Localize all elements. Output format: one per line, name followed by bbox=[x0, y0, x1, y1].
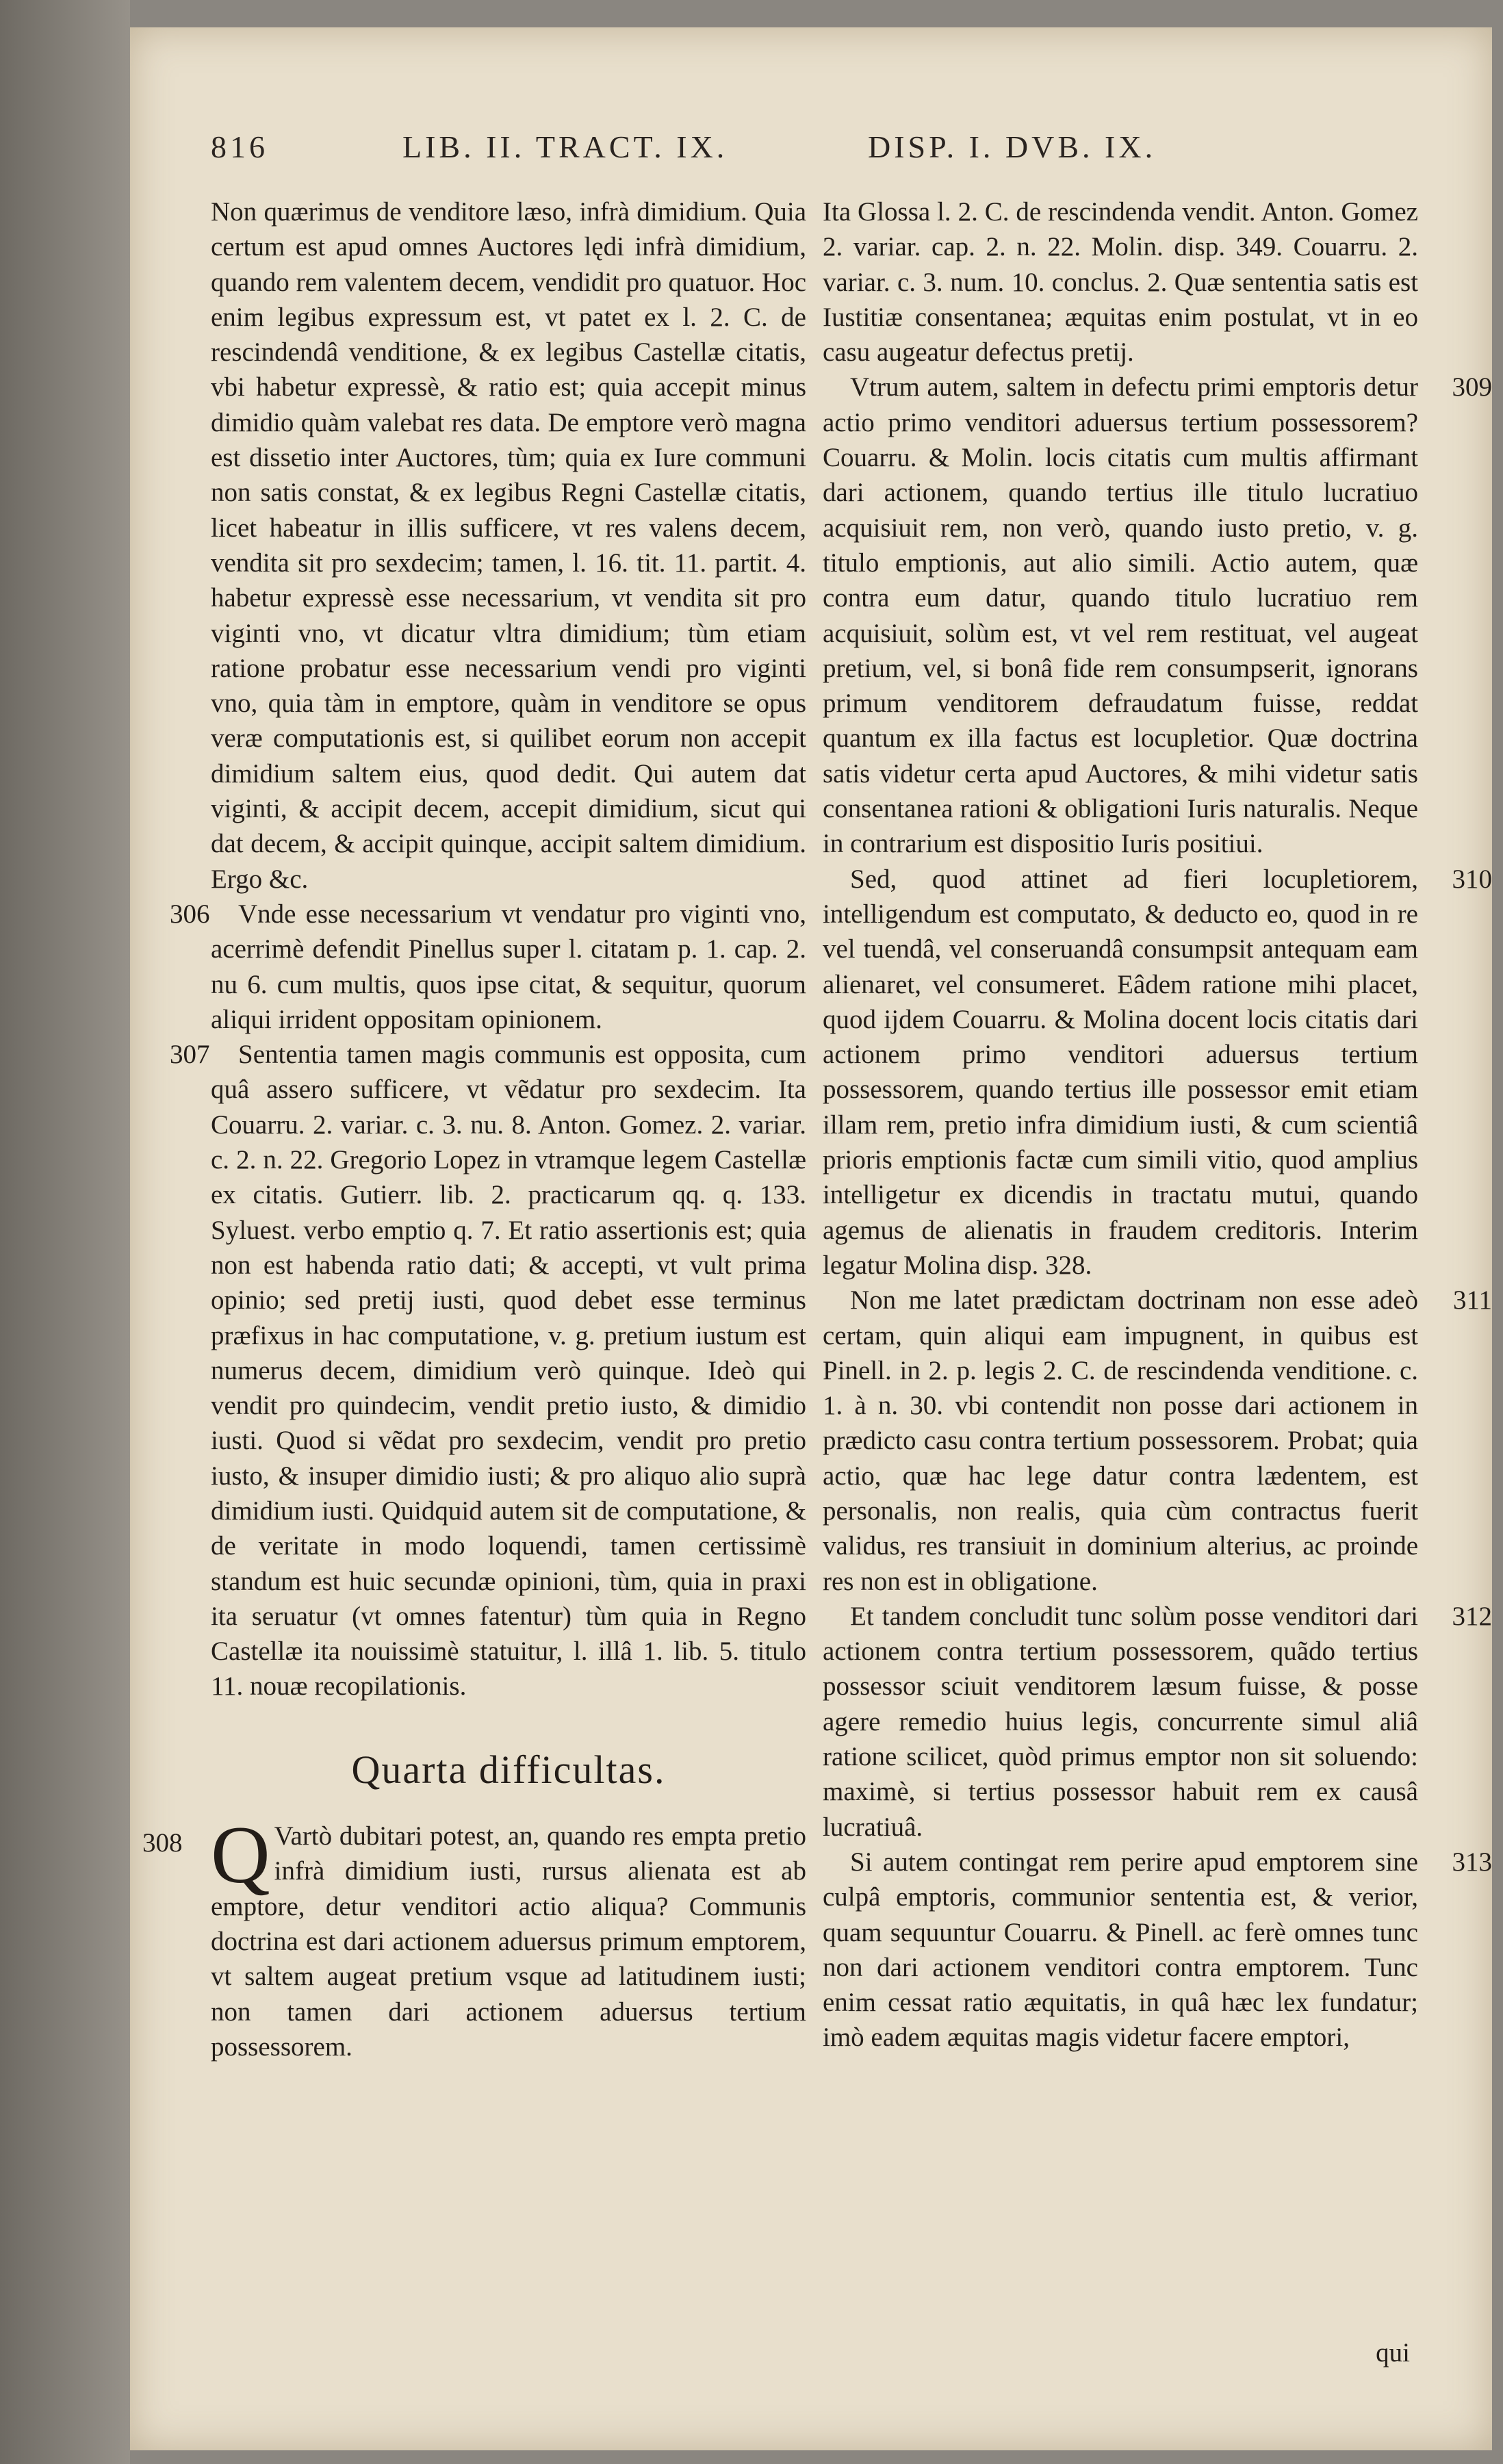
running-title-right: DISP. I. DVB. IX. bbox=[868, 129, 1157, 164]
paragraph-number: 310 bbox=[1452, 864, 1492, 894]
section-heading: Quarta difficultas. bbox=[351, 1747, 666, 1792]
paragraph-text: Sententia tamen magis communis est opposita, cum quâ assero sufficere, vt vẽdatur pro sexdecim. Ita Couarru. 2. variar. c. 3. nu. 8. Anton. Gomez. 2. variar. c. 2. n. 22. Gregorio Lopez in vtramque legem Castellæ ex citatis. Gutierr. lib. 2. practicarum qq. q. 133. Syluest. verbo emptio q. 7. Et ratio assertionis est; quia non est habenda ratio dati; & accepti, vt vult prima opinio; sed pretij iusti, quod debet esse terminus præfixus in hac computatione, v. g. pretium iustum est numerus decem, dimidium verò quinque. Ideò qui vendit pro quindecim, vendit pretio iusto, & dimidio iusti. Quod si vẽdat pro sexdecim, vendit pro pretio iusto, & insuper dimidio iusti; & pro aliquo alio suprà dimidium iusti. Quidquid autem sit de computatione, & de veritate in modo loquendi, tamen certissimè standum est huic secundæ opinioni, tùm, quia in praxi ita seruatur (vt omnes fatentur) tùm quia in Regno Castellæ ita nouissimè statuitur, l. illâ 1. lib. 5. titulo 11. nouæ recopilationis. bbox=[211, 1040, 806, 1702]
page-number: 816 bbox=[211, 129, 268, 164]
left-column bbox=[142, 194, 806, 2064]
paragraph-308 bbox=[142, 1809, 806, 2064]
paragraph-number: 313 bbox=[1452, 1847, 1492, 1877]
paragraph-text: Vartò dubitari potest, an, quando res empta pretio infrà dimidium iusti, rursus alienata est ab emptore, detur venditori actio aliqua? Communis doctrina est dari actionem aduersus primum emptorem, vt saltem augeat pretium vsque ad latitudinem iusti; non tamen dari actionem aduersus tertium possessorem. bbox=[211, 1821, 806, 2062]
paragraph-306 bbox=[170, 897, 806, 1037]
paragraph: Ita Glossa l. 2. C. de rescindenda vendit. Anton. Gomez 2. variar. cap. 2. n. 22. Molin. disp. 349. Couarru. 2. variar. c. 3. num. 10. conclus. 2. Quæ sententia satis est Iustitiæ consentanea; æquitas enim postulat, vt in eo casu augeatur defectus pretij. bbox=[823, 197, 1418, 368]
right-column bbox=[823, 194, 1492, 2055]
paragraph-text: Non me latet prædictam doctrinam non esse adeò certam, quin aliqui eam impugnent, in quibus est Pinell. in 2. p. legis 2. C. de rescindenda venditione. c. 1. à n. 30. vbi contendit non posse dari actionem in prædicto casu contra tertium possessorem. Probat; quia actio, quæ hac lege datur contra lædentem, est personalis, non realis, quia cùm contractus fuerit validus, res transiuit in dominium alterius, ac proinde res non est in obligatione. bbox=[823, 1285, 1418, 1596]
paragraph-text: Et tandem concludit tunc solùm posse venditori dari actionem contra tertium possessorem, quãdo tertius possessor sciuit venditorem læsum fuisse, & posse agere remedio huius legis, concurrente simul aliâ ratione scilicet, quòd primus emptor non sit soluendo: maximè, si tertius possessor habuit rem ex causâ lucratiuâ. bbox=[823, 1601, 1418, 1842]
paragraph: Non quærimus de venditore læso, infrà dimidium. Quia certum est apud omnes Auctores lędi infrà dimidium, quando rem valentem decem, vendidit pro quatuor. Hoc enim legibus expressum est, vt patet ex l. 2. C. de rescindendâ venditione, & ex legibus Castellæ citatis, vbi habetur expressè, & ratio est; quia accepit minus dimidio quàm valebat res data. De emptore verò magna est dissetio inter Auctores, tùm; quia ex Iure communi non satis constat, & ex legibus Regni Castellæ citatis, licet habeatur in illis sufficere, vt res valens decem, vendita sit pro sexdecim; tamen, l. 16. tit. 11. partit. 4. habetur expressè esse necessarium, vt vendita sit pro viginti vno, vt dicatur vltra dimidium; tùm etiam ratione probatur esse necessarium vendi pro viginti vno, quia tàm in emptore, quàm in venditore se opus veræ computationis est, si quilibet eorum non accepit dimidium saltem eius, quod dedit. Qui autem dat viginti, & accipit decem, accepit dimidium, sicut qui dat decem, & accipit quinque, accipit saltem dimidium. Ergo &c. bbox=[211, 197, 806, 894]
paragraph-310 bbox=[823, 862, 1492, 1283]
paragraph-number: 307 bbox=[170, 1040, 210, 1070]
paragraph-text: Si autem contingat rem perire apud emptorem sine culpâ emptoris, communior sententia est, & verior, quam sequuntur Couarru. & Pinell. ac ferè omnes tunc non dari actionem venditori contra emptorem. Tunc enim cessat ratio æquitatis, in quâ hæc lex fundatur; imò eadem æquitas magis videtur facere emptori, bbox=[823, 1847, 1418, 2053]
paragraph-number: 312 bbox=[1452, 1601, 1492, 1631]
paragraph-number: 311 bbox=[1452, 1285, 1492, 1316]
catchword: qui bbox=[1376, 2338, 1410, 2367]
paragraph-text: Sed, quod attinet ad fieri locupletiorem, intelligendum est computato, & deducto eo, quod in re vel tuendâ, vel conseruandâ consumpsit antequam eam alienaret, vel consumeret. Eâdem ratione mihi placet, quod ijdem Couarru. & Molina docent locis citatis dari actionem primo venditori aduersus tertium possessorem, quando tertius ille possessor emit etiam illam rem, pretio infra dimidium iusti, & cum scientiâ prioris emptionis factæ cum simili vitio, quod amplius intelligetur ex dicendis in tractatu mutui, quando agemus de alienatis in fraudem creditoris. Interim legatur Molina disp. 328. bbox=[823, 864, 1418, 1280]
drop-cap: Q bbox=[211, 1809, 270, 1901]
running-title-left: LIB. II. TRACT. IX. bbox=[402, 129, 728, 164]
paragraph-number: 308 bbox=[142, 1828, 183, 1858]
paragraph-number: 306 bbox=[170, 899, 210, 929]
paragraph-number: 309 bbox=[1452, 372, 1492, 402]
paragraph-311 bbox=[823, 1283, 1492, 1599]
paragraph-text: Vnde esse necessarium vt vendatur pro viginti vno, acerrimè defendit Pinellus super l. citatam p. 1. cap. 2. nu 6. cum multis, quos ipse citat, & sequitur, quorum aliqui irrident oppositam opinionem. bbox=[211, 899, 806, 1034]
scan-background-edge bbox=[0, 0, 130, 2464]
paragraph-307 bbox=[170, 1037, 806, 1704]
paragraph-309 bbox=[823, 370, 1492, 861]
paragraph-text: Vtrum autem, saltem in defectu primi emptoris detur actio primo venditori aduersus tertium possessorem? Couarru. & Molin. locis citatis cum multis affirmant dari actionem, quando tertius ille titulo lucratiuo acquisiuit rem, non verò, quando iusto pretio, v. g. titulo emptionis, aut alio simili. Actio autem, quæ contra eum datur, quando titulo lucratiuo rem acquisiuit, solùm est, vt vel rem restituat, vel augeat pretium, vel, si bonâ fide rem consumpserit, ignorans primum venditorem defraudatum fuisse, reddat quantum ex illa factus est locupletior. Quæ doctrina satis videtur certa apud Auctores, & mihi videtur satis consentanea rationi & obligationi Iuris naturalis. Neque in contrarium est dispositio Iuris positiui. bbox=[823, 372, 1418, 859]
paragraph-312 bbox=[823, 1599, 1492, 1845]
book-page bbox=[130, 27, 1492, 2450]
paragraph-313 bbox=[823, 1845, 1492, 2055]
